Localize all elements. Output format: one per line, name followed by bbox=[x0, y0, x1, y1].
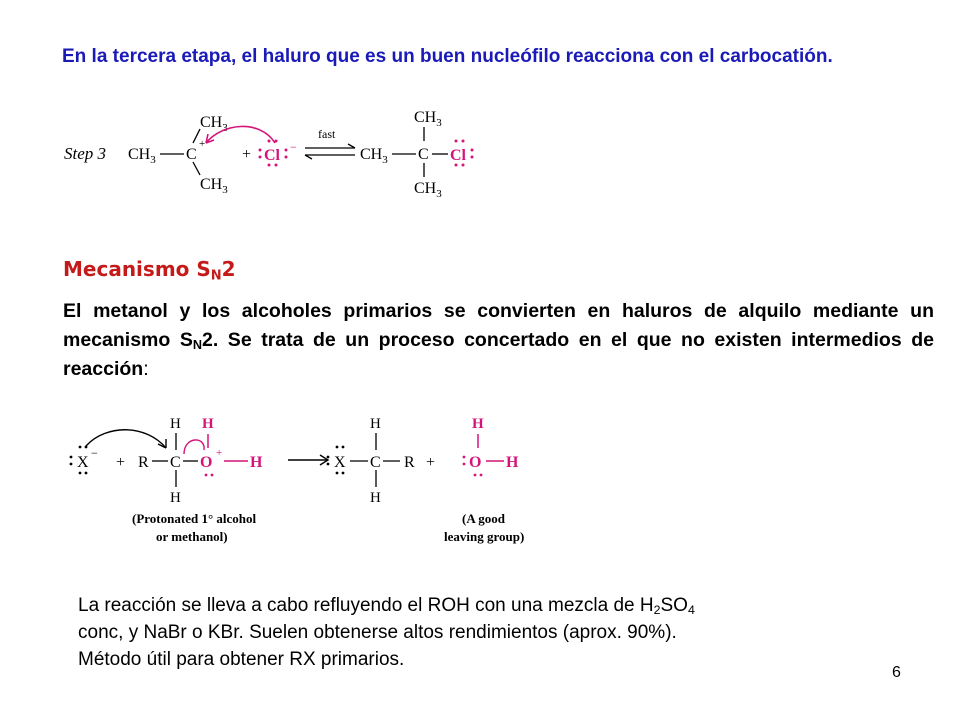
note-text: La reacción se lleva a cabo refluyendo el ROH con una mezcla de $H_2SO_4$ conc, y NaBr o KBr. Suelen obtenerse altos rendimientos (aprox. 90%). Método útil para obtener RX primarios. bbox=[78, 595, 695, 670]
svg-text:R: R bbox=[404, 454, 415, 471]
svg-text:+: + bbox=[116, 454, 126, 471]
svg-text:H: H bbox=[202, 416, 214, 432]
intro-text: En la tercera etapa, el haluro que es un buen nucleófilo reacciona con el carbocatión. bbox=[62, 46, 833, 67]
curved-arrow-pink-icon bbox=[184, 440, 204, 454]
svg-text:leaving group): leaving group) bbox=[444, 529, 525, 544]
svg-text:H: H bbox=[472, 416, 484, 432]
svg-text:H: H bbox=[506, 454, 519, 471]
label-protonated-alcohol: (Protonated 1° alcohol bbox=[132, 511, 257, 526]
page-number: 6 bbox=[892, 664, 901, 681]
carbon-center: C bbox=[170, 454, 181, 471]
nucleophile-x: X bbox=[77, 454, 89, 471]
svg-text:X: X bbox=[334, 454, 346, 471]
carbocation-charge: + bbox=[199, 138, 206, 150]
product-ch3-top: $CH_3$ bbox=[414, 109, 442, 129]
arrow-label-fast: fast bbox=[318, 127, 336, 141]
product-ch3-left: $CH_3$ bbox=[360, 146, 388, 166]
svg-text:+: + bbox=[426, 454, 436, 471]
plus-sign: + bbox=[242, 146, 252, 163]
step3-label: Step 3 bbox=[64, 144, 107, 163]
water-oxygen: O bbox=[469, 454, 482, 471]
step3-scheme bbox=[60, 105, 490, 205]
reactant-carbon: C bbox=[186, 146, 197, 163]
curved-arrow-icon bbox=[86, 430, 166, 448]
svg-text:or methanol): or methanol) bbox=[156, 529, 228, 544]
svg-text:H: H bbox=[250, 454, 263, 471]
oxonium-oxygen: O bbox=[200, 454, 213, 471]
sn2-body-text: El metanol y los alcoholes primarios se convierten en haluros de alquilo mediante un mecanismo $S_N2$. Se trata de un proceso concertado en el que no existen intermedios de reacción: bbox=[63, 300, 934, 380]
svg-text:H: H bbox=[370, 490, 381, 506]
reactant-ch3-top: $CH_3$ bbox=[200, 114, 228, 134]
svg-text:H: H bbox=[170, 416, 181, 432]
r-group: R bbox=[138, 454, 149, 471]
sn2-mechanism-scheme bbox=[66, 410, 566, 552]
reactant-ch3-bottom: $CH_3$ bbox=[200, 176, 228, 196]
chloride-symbol: Cl bbox=[264, 147, 280, 164]
svg-text:C: C bbox=[370, 454, 381, 471]
nucleophile-charge: − bbox=[91, 446, 98, 460]
reactant-ch3-left: $CH_3$ bbox=[128, 146, 156, 166]
label-leaving-group: (A good bbox=[462, 511, 505, 526]
bond-bottom bbox=[193, 162, 200, 175]
svg-text:H: H bbox=[370, 416, 381, 432]
svg-text:+: + bbox=[216, 447, 223, 459]
product-carbon: C bbox=[418, 146, 429, 163]
svg-text:H: H bbox=[170, 490, 181, 506]
product-ch3-bottom: $CH_3$ bbox=[414, 180, 442, 200]
sn2-title: Mecanismo $S_N2$ bbox=[63, 257, 236, 284]
chloride-charge: − bbox=[290, 140, 297, 154]
product-chlorine: Cl bbox=[450, 147, 466, 164]
